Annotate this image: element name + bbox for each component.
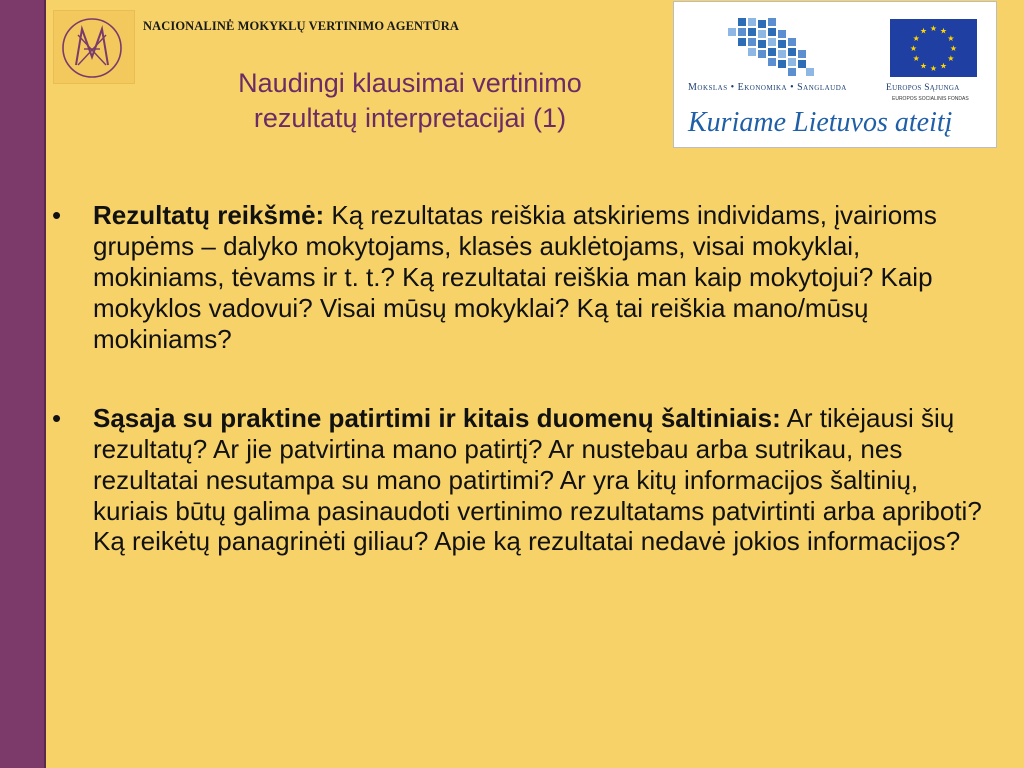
bullet-marker: • <box>52 402 62 433</box>
nmva-monogram-icon <box>54 11 134 83</box>
bullet-heading: Sąsaja su praktine patirtimi ir kitais duomenų šaltiniais: <box>93 402 781 433</box>
eu-fund-name: EUROPOS SOCIALINIS FONDAS <box>892 96 969 102</box>
bullet-marker: • <box>52 200 62 230</box>
slide-title <box>160 66 660 136</box>
banner-motto: Mokslas • Ekonomika • Sanglauda <box>688 82 847 93</box>
pixel-mosaic-icon <box>716 16 826 78</box>
svg-text:★: ★ <box>919 61 928 71</box>
svg-text:★: ★ <box>939 61 948 71</box>
eu-funding-banner <box>673 1 997 148</box>
svg-text:★: ★ <box>939 26 948 36</box>
left-accent-bar <box>0 0 46 768</box>
svg-text:★: ★ <box>929 24 938 33</box>
eu-name: Europos Sąjunga <box>886 83 960 93</box>
svg-text:★: ★ <box>909 44 918 53</box>
list-item <box>52 403 997 558</box>
svg-text:★: ★ <box>912 34 920 43</box>
list-item <box>52 200 997 355</box>
svg-text:★: ★ <box>912 54 920 63</box>
svg-text:★: ★ <box>947 54 955 63</box>
bullet-text: Ką rezultatas reiškia atskiriems individams, įvairioms grupėms – dalyko mokytojams, klasės auklėtojams, visai mokyklai, mokiniams, tėvams ir t. t.? Ką rezultatai reiškia man kaip mokytojui? Kaip mokyklos vadovui? Visai mūsų mokyklai? Ką tai reiškia mano/mūsų mokiniams? <box>93 200 937 354</box>
agency-name: NACIONALINĖ MOKYKLŲ VERTINIMO AGENTŪRA <box>143 19 460 33</box>
eu-flag-icon <box>890 19 977 77</box>
bullet-list <box>52 200 997 605</box>
svg-text:★: ★ <box>949 44 958 53</box>
svg-text:★: ★ <box>929 64 938 73</box>
agency-logo <box>53 10 135 84</box>
svg-text:★: ★ <box>919 26 928 36</box>
banner-slogan: Kuriame Lietuvos ateitį <box>688 107 953 138</box>
title-line-1: Naudingi klausimai vertinimo <box>238 68 582 98</box>
svg-text:★: ★ <box>947 34 955 43</box>
bullet-heading: Rezultatų reikšmė: <box>93 200 325 230</box>
bullet-text: Ar tikėjausi šių rezultatų? Ar jie patvirtina mano patirtį? Ar nustebau arba sutrikau, nes rezultatai nesutampa su mano patirtimi? Ar yra kitų informacijos šaltinių, kuriais būtų galima pasinaudoti vertinimo rezultatams patvirtinti arba apriboti? Ką reikėtų panagrinėti giliau? Apie ką rezultatai nedavė jokios informacijos? <box>93 402 982 557</box>
title-line-2: rezultatų interpretacijai (1) <box>253 103 567 134</box>
